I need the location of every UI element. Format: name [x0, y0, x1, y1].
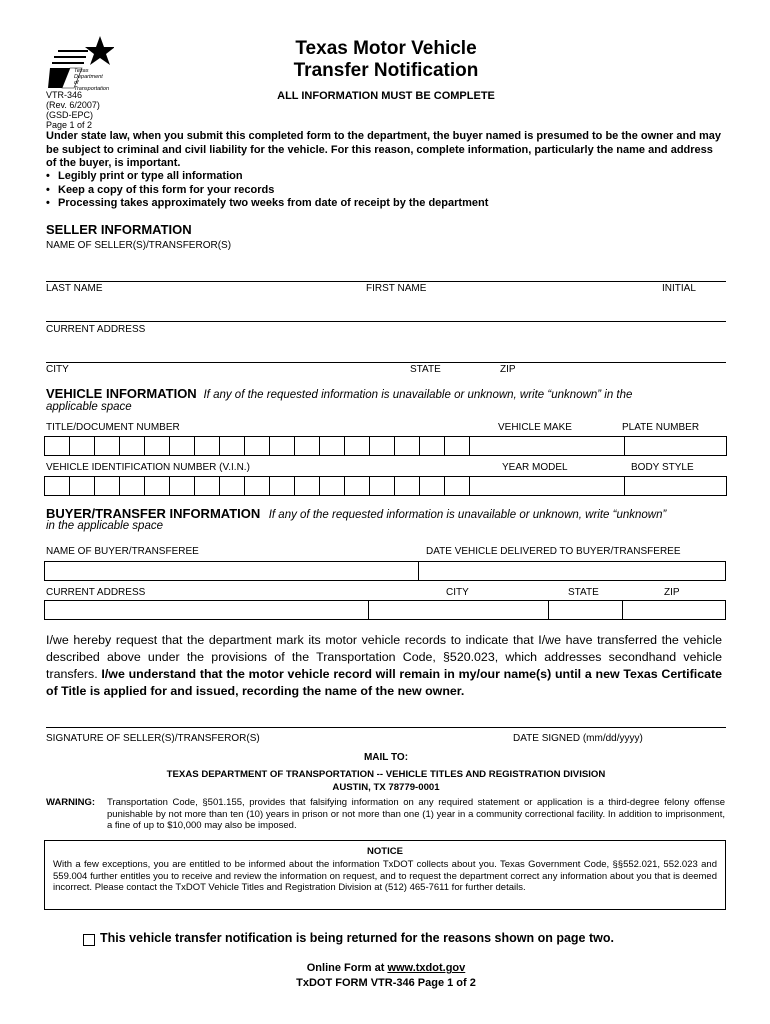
buyer-city-label: CITY	[446, 587, 469, 598]
notice-box	[44, 840, 726, 910]
txdot-link[interactable]: www.txdot.gov	[387, 962, 466, 974]
vin-grid[interactable]	[44, 476, 726, 496]
online-form-line	[46, 962, 726, 974]
declaration-paragraph	[46, 632, 722, 700]
char-cell[interactable]	[69, 436, 95, 456]
logo-text: Texas Department of Transportation	[74, 68, 110, 92]
char-cell[interactable]	[119, 436, 145, 456]
warning-text: Transportation Code, §501.155, provides that falsifying information on any required statement or application is a third-degree felony offense punishable by not more than ten (10) years in prison or not more than one (1) year in a community correctional facility. In addition to imprisonment, a fine of up to $10,000 may also be imposed.	[107, 797, 725, 831]
mail-to-heading: MAIL TO:	[363, 752, 409, 763]
signature-line[interactable]	[46, 727, 726, 728]
buyer-zip-field[interactable]	[622, 600, 726, 620]
txdot-logo	[44, 34, 114, 90]
buyer-address-field[interactable]	[44, 600, 369, 620]
notice-heading: NOTICE	[367, 846, 403, 857]
vehicle-note: If any of the requested information is unavailable or unknown, write “unknown” in the	[203, 389, 633, 401]
char-cell[interactable]	[94, 476, 120, 496]
char-cell[interactable]	[44, 436, 70, 456]
buyer-address-label: CURRENT ADDRESS	[46, 587, 146, 598]
vin-label: VEHICLE IDENTIFICATION NUMBER (V.I.N.)	[46, 462, 250, 473]
buyer-name-field[interactable]	[44, 561, 419, 581]
bullet-item: • Keep a copy of this form for your records	[46, 184, 488, 198]
page-subtitle: ALL INFORMATION MUST BE COMPLETE	[277, 90, 495, 102]
first-name-label: FIRST NAME	[366, 283, 427, 294]
initial-label: INITIAL	[662, 283, 696, 294]
date-delivered-field[interactable]	[418, 561, 726, 581]
char-cell[interactable]	[69, 476, 95, 496]
char-cell[interactable]	[419, 476, 445, 496]
buyer-state-label: STATE	[568, 587, 599, 598]
char-cell[interactable]	[319, 436, 345, 456]
buyer-note-cont: in the applicable space	[46, 520, 163, 532]
plate-number-field[interactable]	[624, 436, 727, 456]
char-cell[interactable]	[269, 436, 295, 456]
char-cell[interactable]	[119, 476, 145, 496]
date-signed-label: DATE SIGNED (mm/dd/yyyy)	[513, 733, 643, 744]
returned-checkbox[interactable]	[83, 934, 95, 946]
bullet-item: • Processing takes approximately two weeks from date of receipt by the department	[46, 197, 488, 211]
intro-paragraph: Under state law, when you submit this completed form to the department, the buyer named is presumed to be the owner and may be subject to criminal and civil liability for the vehicle. For this reason, complete information, particularly the name and address of the buyer, is important.	[46, 130, 721, 169]
vehicle-make-field[interactable]	[469, 436, 625, 456]
returned-text: This vehicle transfer notification is being returned for the reasons shown on page two.	[100, 931, 614, 945]
notice-text: With a few exceptions, you are entitled to be informed about the information TxDOT collects about you. Texas Government Code, §§552.021, 552.023 and 559.004 further entitles you to receive and review the information on request, and to request the department correct any information about you that is deemed incorrect. Please contact the TxDOT Vehicle Titles and Registration Division at (512) 465-7611 for further details.	[53, 859, 717, 893]
char-cell[interactable]	[369, 476, 395, 496]
char-cell[interactable]	[369, 436, 395, 456]
seller-name-line[interactable]	[46, 281, 726, 282]
date-delivered-label: DATE VEHICLE DELIVERED TO BUYER/TRANSFEREE	[426, 546, 681, 557]
char-cell[interactable]	[244, 436, 270, 456]
intro-bullets	[46, 170, 488, 211]
char-cell[interactable]	[169, 436, 195, 456]
char-cell[interactable]	[144, 476, 170, 496]
bullet-item: • Legibly print or type all information	[46, 170, 488, 184]
buyer-note: If any of the requested information is unavailable or unknown, write “unknown”	[268, 509, 667, 521]
seller-city-line[interactable]	[46, 362, 726, 363]
seller-zip-label: ZIP	[500, 364, 516, 375]
char-cell[interactable]	[219, 436, 245, 456]
vehicle-heading-line	[46, 386, 736, 401]
vehicle-make-label: VEHICLE MAKE	[498, 422, 572, 433]
buyer-city-field[interactable]	[368, 600, 549, 620]
form-id-block: VTR-346 (Rev. 6/2007) (GSD-EPC) Page 1 of 2	[46, 90, 100, 130]
char-cell[interactable]	[394, 476, 420, 496]
seller-city-label: CITY	[46, 364, 69, 375]
char-cell[interactable]	[144, 436, 170, 456]
char-cell[interactable]	[294, 476, 320, 496]
char-cell[interactable]	[194, 476, 220, 496]
declaration-text: I/we hereby request that the department mark its motor vehicle records to indicate that I/we have transferred the vehicle described above under the provisions of the Transportation Code, §520.023, which addresses secondhand vehicle transfers.	[46, 633, 722, 681]
char-cell[interactable]	[244, 476, 270, 496]
char-cell[interactable]	[394, 436, 420, 456]
seller-state-label: STATE	[410, 364, 441, 375]
year-model-field[interactable]	[469, 476, 625, 496]
char-cell[interactable]	[444, 436, 470, 456]
mail-to-line1: TEXAS DEPARTMENT OF TRANSPORTATION -- VEHICLE TITLES AND REGISTRATION DIVISION	[166, 769, 606, 780]
body-style-field[interactable]	[624, 476, 727, 496]
buyer-zip-label: ZIP	[664, 587, 680, 598]
body-style-label: BODY STYLE	[631, 462, 694, 473]
buyer-name-label: NAME OF BUYER/TRANSFEREE	[46, 546, 199, 557]
year-model-label: YEAR MODEL	[502, 462, 568, 473]
seller-name-label: NAME OF SELLER(S)/TRANSFEROR(S)	[46, 240, 232, 251]
char-cell[interactable]	[169, 476, 195, 496]
char-cell[interactable]	[94, 436, 120, 456]
buyer-state-field[interactable]	[548, 600, 623, 620]
char-cell[interactable]	[44, 476, 70, 496]
char-cell[interactable]	[344, 436, 370, 456]
char-cell[interactable]	[219, 476, 245, 496]
char-cell[interactable]	[444, 476, 470, 496]
title-doc-label: TITLE/DOCUMENT NUMBER	[46, 422, 180, 433]
title-doc-grid[interactable]	[44, 436, 726, 456]
form-page-footer: TxDOT FORM VTR-346 Page 1 of 2	[296, 977, 476, 989]
seller-address-line[interactable]	[46, 321, 726, 322]
online-form-prefix: Online Form at	[306, 962, 388, 974]
char-cell[interactable]	[294, 436, 320, 456]
char-cell[interactable]	[269, 476, 295, 496]
seller-address-label: CURRENT ADDRESS	[46, 324, 146, 335]
seller-heading: SELLER INFORMATION	[46, 222, 192, 237]
char-cell[interactable]	[194, 436, 220, 456]
mail-to-line2: AUSTIN, TX 78779-0001	[332, 782, 440, 793]
plate-number-label: PLATE NUMBER	[622, 422, 700, 433]
vehicle-heading: VEHICLE INFORMATION	[46, 386, 197, 401]
signature-label: SIGNATURE OF SELLER(S)/TRANSFEROR(S)	[46, 733, 260, 744]
char-cell[interactable]	[344, 476, 370, 496]
char-cell[interactable]	[319, 476, 345, 496]
declaration-bold-text: I/we understand that the motor vehicle record will remain in my/our name(s) until a new Texas Certificate of Title is applied for and issued, recording the name of the new owner.	[46, 667, 722, 698]
char-cell[interactable]	[419, 436, 445, 456]
vehicle-note-cont: applicable space	[46, 401, 132, 413]
buyer-heading: BUYER/TRANSFER INFORMATION	[46, 506, 261, 521]
warning-label: WARNING:	[46, 797, 96, 808]
last-name-label: LAST NAME	[46, 283, 103, 294]
page-title: Texas Motor Vehicle Transfer Notification	[293, 38, 479, 81]
